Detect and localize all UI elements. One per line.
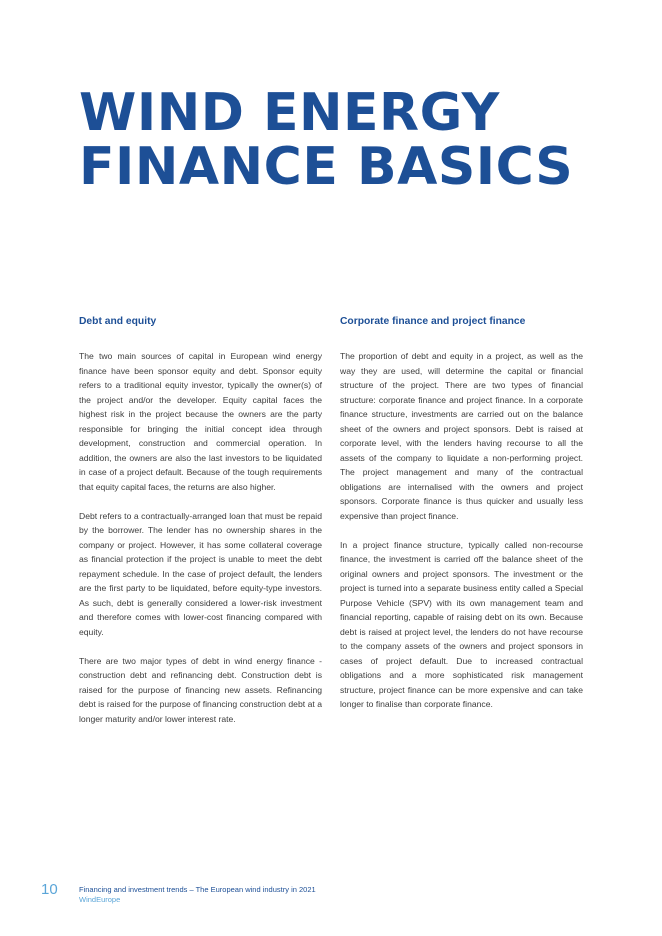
footer-publication-title: Financing and investment trends – The European wind industry in 2021 (79, 885, 316, 894)
paragraph: There are two major types of debt in wind energy finance - construction debt and refinancing debt. Construction debt is raised for the purpose of financing new assets. Refinancing debt is raised for the purpose of financing construction debt at a longer maturity and/or lower interest rate. (79, 655, 322, 724)
footer (79, 885, 316, 905)
page-title-line-2: FINANCE BASICS (79, 137, 574, 197)
footer-publisher: WindEurope (79, 895, 121, 904)
paragraph: In a project finance structure, typically called non-recourse finance, the investment is carried off the balance sheet of the original owners and project sponsors. The investment or the project is turned into a separate business entity called a Special Purpose Vehicle (SPV) with its own management team and financial reporting, capable of raising debt on its own. Because debt is raised at project level, the lenders do not have recourse to the company assets of the owners and project sponsors in cases of project default. Due to increased contractual obligations and a more sophisticated risk management structure, project finance can be more expensive and can take longer to finalise than corporate finance. (340, 539, 583, 709)
left-column (79, 314, 322, 741)
paragraph: The two main sources of capital in European wind energy finance have been sponsor equity and debt. Sponsor equity refers to a traditional equity investor, typically the owner(s) of the project and/or the developer. Equity capital faces the highest risk in the project because the owners are the party responsible for bringing the initial concept idea through development, construction and commercial operation. In addition, the owners are also the last investors to be liquidated in case of a project default. Because of the tough requirements that equity capital faces, the returns are also higher. (79, 351, 322, 492)
section-heading-corporate-and-project-finance: Corporate finance and project finance (340, 316, 526, 327)
section-heading-debt-and-equity: Debt and equity (79, 316, 157, 327)
paragraph: The proportion of debt and equity in a project, as well as the way they are used, will determine the capital or financial structure of the project. There are two types of financial structure: corporate finance and project finance. In a corporate finance structure, investments are carried out on the balance sheet of the owners and project sponsors. Debt is raised at corporate level, with the lenders having recourse to all the assets of the company to liquidate a non-performing project. The project management and many of the contractual obligations are internalised with the owners and project sponsors. Corporate finance is thus quicker and usually less expensive than project finance. (340, 351, 583, 521)
paragraph: Debt refers to a contractually-arranged loan that must be repaid by the borrower. The lender has no ownership shares in the company or project. However, it has some collateral coverage as financial protection if the project is unable to meet the debt repayment schedule. In the case of project default, the lenders are the first party to be liquidated, before equity-type investors. As such, debt is generally considered a lower-risk investment and therefore comes with lower-cost financing compared with equity. (79, 510, 322, 637)
page-title (79, 83, 574, 197)
page-title-line-1: WIND ENERGY (79, 83, 500, 143)
page-number: 10 (41, 881, 58, 898)
right-column (340, 314, 583, 726)
